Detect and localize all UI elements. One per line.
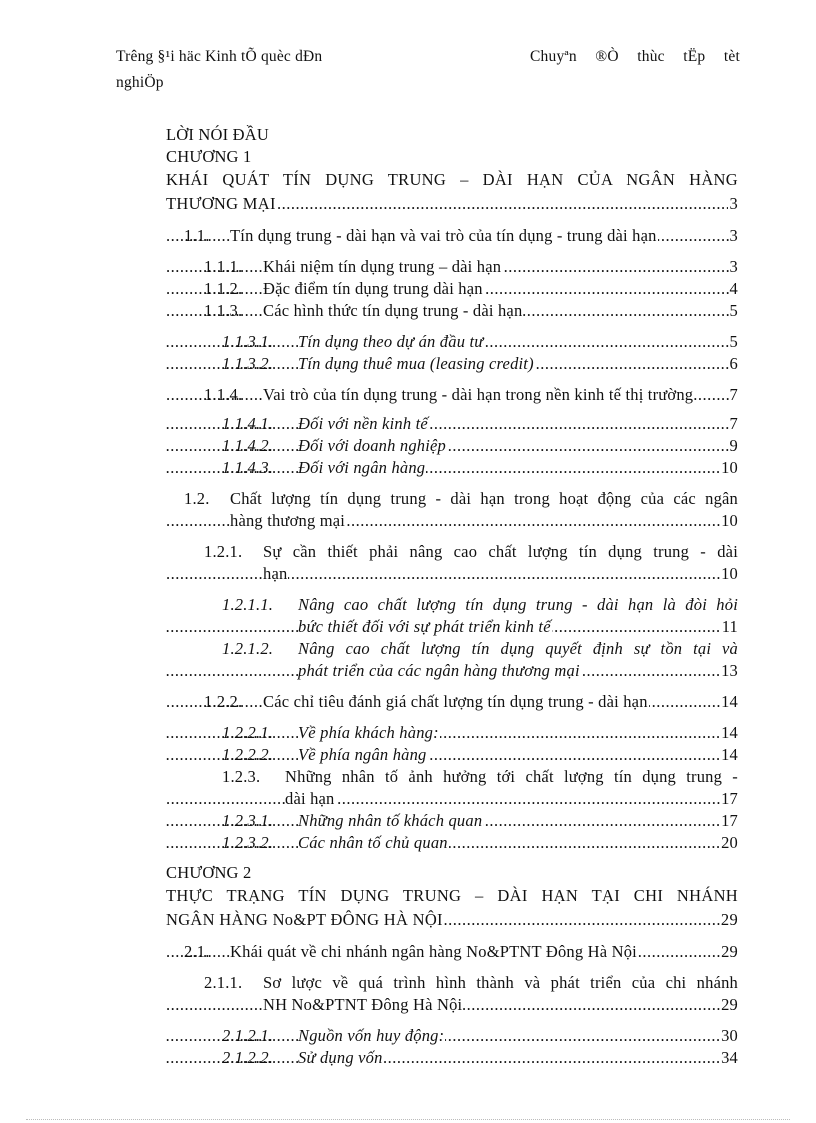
toc-entry-title: Đối với doanh nghiệp <box>298 436 446 455</box>
toc-entry-number: 1.2.3.2. <box>222 833 274 852</box>
toc-entry-number: 1.2.1.2. <box>222 639 274 658</box>
toc-entry-number: 1.1.3.1. <box>222 332 274 351</box>
toc-page-number: 29 <box>720 908 738 932</box>
toc-entry-title: Đối với ngân hàng <box>298 458 426 477</box>
toc-page-number: 5 <box>729 332 738 351</box>
toc-entry-1-1-4-2[interactable] <box>166 435 738 457</box>
toc-entry-title: Tín dụng trung - dài hạn và vai trò của tín dụng - trung dài hạn <box>230 226 657 245</box>
toc-page-number: 14 <box>721 692 738 711</box>
toc-entry-title: THƯƠNG MẠI <box>166 194 276 213</box>
toc-entry-number: 1.1.4.1. <box>222 414 274 433</box>
toc-page-number: 7 <box>729 414 738 433</box>
toc-entry-1-2-2-2[interactable] <box>166 744 738 766</box>
toc-entry-1-2-2[interactable] <box>166 691 738 713</box>
toc-entry-title: Nguồn vốn huy động: <box>298 1026 445 1045</box>
toc-entry-number: 1.2.2.1. <box>222 723 274 742</box>
toc-page-number: 3 <box>729 226 738 245</box>
toc-preface[interactable]: LỜI NÓI ĐẦU <box>166 125 270 144</box>
toc-entry-1-2-3-1[interactable] <box>166 810 738 832</box>
toc-entry-number: 1.1.3. <box>204 301 243 320</box>
toc-page-number: 3 <box>729 257 738 276</box>
toc-page-number: 5 <box>729 301 738 320</box>
toc-chapter2-label: CHƯƠNG 2 <box>166 863 252 882</box>
toc-chapter1-label: CHƯƠNG 1 <box>166 147 252 166</box>
toc-entry-1-1-3-1[interactable] <box>166 331 738 353</box>
toc-entry-title: hạn <box>263 564 288 583</box>
toc-chapter1-title-cont[interactable] <box>166 192 738 216</box>
toc-entry-title: Sơ lược về quá trình hình thành và phát triển của chi nhánh <box>263 973 738 992</box>
toc-entry-title: phát triển của các ngân hàng thương mại <box>298 661 580 680</box>
page-bottom-border <box>26 1119 790 1120</box>
toc-entry-number: 1.1.4. <box>204 385 243 404</box>
toc-entry-title: Đối với nền kinh tế <box>298 414 428 433</box>
toc-entry-title: Khái quát về chi nhánh ngân hàng No&PTNT Đông Hà Nội <box>230 942 637 961</box>
toc-entry-number: 2.1.1. <box>204 973 243 992</box>
toc-entry-1-2-1-2-cont[interactable] <box>166 660 738 682</box>
toc-entry-number: 2.1.2.1. <box>222 1026 274 1045</box>
toc-entry-1-2-1-1[interactable] <box>166 594 738 616</box>
toc-page-number: 30 <box>721 1026 738 1045</box>
toc-entry-title: Các hình thức tín dụng trung - dài hạn <box>263 301 523 320</box>
toc-page-number: 17 <box>721 789 738 808</box>
toc-entry-2-1-1-cont[interactable] <box>166 994 738 1016</box>
toc-page-number: 3 <box>728 192 738 216</box>
toc-entry-title: Các chỉ tiêu đánh giá chất lượng tín dụng trung - dài hạn <box>263 692 648 711</box>
toc-entry-title: Sự cần thiết phải nâng cao chất lượng tín dụng trung - dài <box>263 542 738 561</box>
toc-entry-1-2[interactable] <box>166 488 738 510</box>
toc-entry-number: 1.1.1. <box>204 257 243 276</box>
toc-page-number: 10 <box>721 511 738 530</box>
toc-chapter2-title[interactable]: THỰC TRẠNG TÍN DỤNG TRUNG – DÀI HẠN TẠI CHI NHÁNH <box>166 886 738 905</box>
toc-entry-1-2-1-cont[interactable] <box>166 563 738 585</box>
toc-entry-number: 1.1.2. <box>204 279 243 298</box>
toc-entry-1-1[interactable] <box>166 225 738 247</box>
toc-entry-1-1-2[interactable] <box>166 278 738 300</box>
toc-entry-number: 1.1.4.3. <box>222 458 274 477</box>
toc-entry-2-1-2-1[interactable] <box>166 1025 738 1047</box>
toc-page-number: 29 <box>721 995 738 1014</box>
running-header-left: Trêng §¹i häc Kinh tÕ quèc dÐn nghiÖp <box>116 48 323 91</box>
toc-entry-title: Vai trò của tín dụng trung - dài hạn trong nền kinh tế thị trường <box>263 385 694 404</box>
toc-entry-title: dài hạn <box>285 789 335 808</box>
toc-entry-1-2-1-2[interactable] <box>166 638 738 660</box>
table-of-contents <box>166 124 738 1069</box>
toc-page-number: 17 <box>721 811 738 830</box>
toc-entry-number: 1.2. <box>184 489 210 508</box>
toc-entry-2-1-1[interactable] <box>166 972 738 994</box>
toc-entry-title: Các nhân tố chủ quan <box>298 833 448 852</box>
toc-entry-title: Tín dụng theo dự án đầu tư <box>298 332 484 351</box>
toc-entry-number: 1.2.3.1. <box>222 811 274 830</box>
toc-entry-1-1-4-3[interactable] <box>166 457 738 479</box>
toc-chapter1-title[interactable]: KHÁI QUÁT TÍN DỤNG TRUNG – DÀI HẠN CỦA NGÂN HÀNG <box>166 170 738 189</box>
toc-page-number: 29 <box>721 942 738 961</box>
toc-page-number: 11 <box>721 617 738 636</box>
toc-entry-1-2-1-1-cont[interactable] <box>166 616 738 638</box>
toc-page-number: 13 <box>721 661 738 680</box>
toc-entry-1-1-3-2[interactable] <box>166 353 738 375</box>
toc-entry-title: Những nhân tố ảnh hưởng tới chất lượng tín dụng trung - <box>285 767 738 786</box>
toc-entry-number: 1.2.1. <box>204 542 243 561</box>
toc-page-number: 10 <box>721 458 738 477</box>
running-header-right: Chuyªn ®Ò thùc tËp tèt <box>530 48 740 65</box>
toc-entry-title: Về phía ngân hàng <box>298 745 427 764</box>
toc-page-number: 34 <box>721 1048 738 1067</box>
toc-entry-title: Nâng cao chất lượng tín dụng quyết định sự tồn tại và <box>298 639 738 658</box>
toc-page-number: 7 <box>729 385 738 404</box>
toc-entry-number: 1.2.3. <box>222 767 261 786</box>
toc-entry-title: Khái niệm tín dụng trung – dài hạn <box>263 257 502 276</box>
toc-entry-title: Những nhân tố khách quan <box>298 811 483 830</box>
toc-entry-2-1[interactable] <box>166 941 738 963</box>
toc-entry-number: 1.1. <box>184 226 210 245</box>
toc-page-number: 10 <box>721 564 738 583</box>
toc-entry-2-1-2-2[interactable] <box>166 1047 738 1069</box>
toc-entry-title: NGÂN HÀNG No&PT ĐÔNG HÀ NỘI <box>166 910 443 929</box>
toc-entry-1-2-cont[interactable] <box>166 510 738 532</box>
toc-entry-title: Đặc điểm tín dụng trung dài hạn <box>263 279 483 298</box>
toc-entry-title: NH No&PTNT Đông Hà Nội <box>263 995 463 1014</box>
toc-page-number: 9 <box>729 436 738 455</box>
toc-entry-1-2-3[interactable] <box>166 766 738 788</box>
toc-entry-number: 2.1.2.2. <box>222 1048 274 1067</box>
toc-entry-title: Nâng cao chất lượng tín dụng trung - dài hạn là đòi hỏi <box>298 595 738 614</box>
toc-entry-number: 1.2.2. <box>204 692 243 711</box>
toc-entry-1-1-1[interactable] <box>166 256 738 278</box>
toc-entry-number: 1.2.2.2. <box>222 745 274 764</box>
toc-entry-1-1-4[interactable] <box>166 384 738 406</box>
toc-entry-title: Sử dụng vốn <box>298 1048 383 1067</box>
toc-entry-title: Về phía khách hàng: <box>298 723 439 742</box>
toc-entry-1-2-3-2[interactable] <box>166 832 738 854</box>
toc-entry-title: Tín dụng thuê mua (leasing credit) <box>298 354 534 373</box>
toc-page-number: 14 <box>721 723 738 742</box>
toc-entry-number: 1.1.4.2. <box>222 436 274 455</box>
toc-page-number: 4 <box>729 279 738 298</box>
toc-entry-1-2-1[interactable] <box>166 541 738 563</box>
toc-chapter2-title-cont[interactable] <box>166 908 738 932</box>
toc-entry-number: 1.2.1.1. <box>222 595 274 614</box>
toc-entry-title: hàng thương mại <box>230 511 346 530</box>
toc-entry-1-1-3[interactable] <box>166 300 738 322</box>
toc-entry-1-2-2-1[interactable] <box>166 722 738 744</box>
toc-entry-title: bức thiết đối với sự phát triển kinh tế <box>298 617 551 636</box>
toc-page-number: 20 <box>721 833 738 852</box>
toc-entry-title: Chất lượng tín dụng trung - dài hạn trong hoạt động của các ngân <box>230 489 738 508</box>
toc-page-number: 6 <box>729 354 738 373</box>
toc-entry-number: 1.1.3.2. <box>222 354 274 373</box>
toc-entry-1-2-3-cont[interactable] <box>166 788 738 810</box>
toc-page-number: 14 <box>721 745 738 764</box>
toc-entry-1-1-4-1[interactable] <box>166 413 738 435</box>
toc-entry-number: 2.1. <box>184 942 210 961</box>
